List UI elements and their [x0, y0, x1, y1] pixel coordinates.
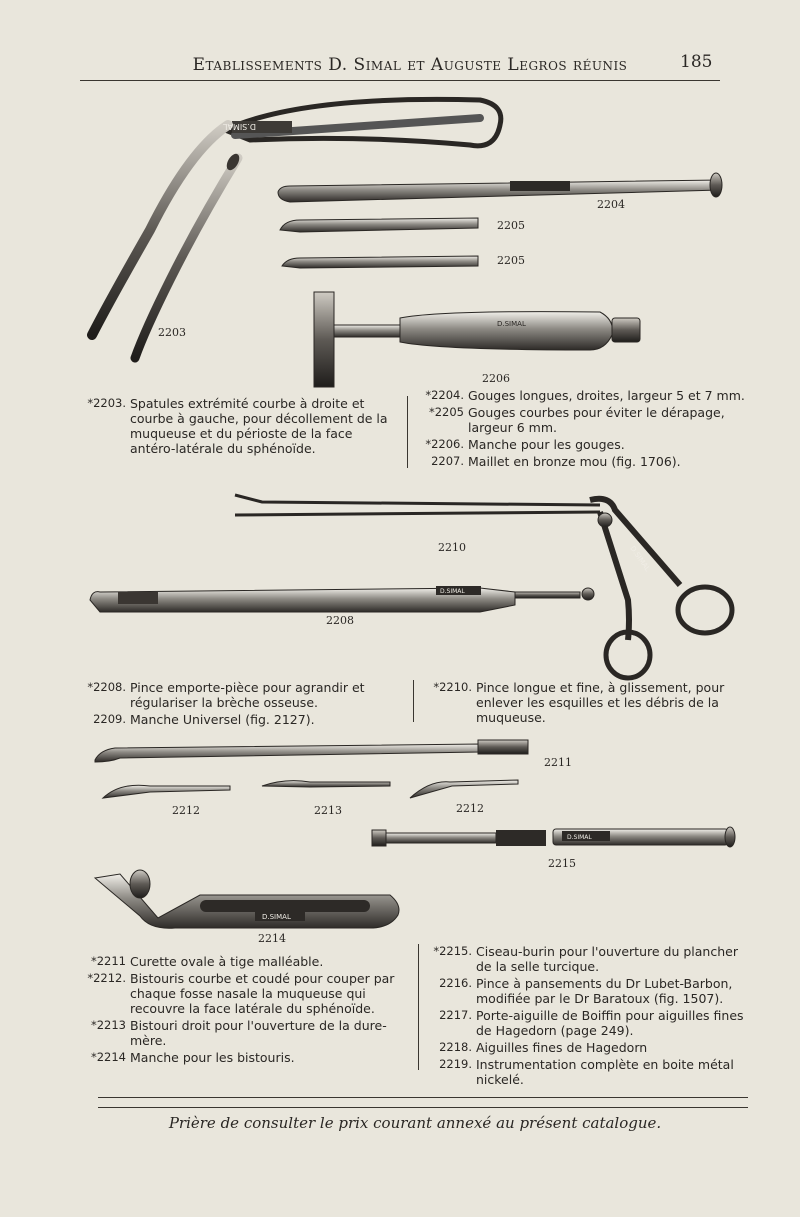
entry-text: Bistouri droit pour l'ouverture de la dure-mère.: [130, 1018, 387, 1048]
figure-label-2205b: 2205: [497, 254, 525, 267]
entry-text: Gouges longues, droites, largeur 5 et 7 mm.: [468, 388, 745, 403]
entry-text: Manche Universel (fig. 2127).: [130, 712, 315, 727]
entry-text: Pince à pansements du Dr Lubet-Barbon, modifiée par le Dr Baratoux (fig. 1507).: [476, 976, 733, 1006]
figure-2214-handle: [95, 870, 399, 928]
entry-text: Porte-aiguille de Boiffin pour aiguilles fines de Hagedorn (page 249).: [476, 1008, 744, 1038]
entry-text: Spatules extrémité courbe à droite et courbe à gauche, pour décollement de la muqueuse et du périoste de la face antéro-latérale du sphénoïde.: [130, 396, 388, 456]
entry-number: *2205: [428, 405, 464, 419]
figure-label-2215: 2215: [548, 857, 576, 870]
page-header-title: Etablissements D. Simal et Auguste Legros réunis: [192, 55, 628, 75]
engraving-simal-2214: D.SIMAL: [262, 913, 291, 921]
entry-text: Aiguilles fines de Hagedorn: [476, 1040, 648, 1055]
catalogue-entry: [80, 1050, 406, 1065]
entry-number: 2209.: [93, 712, 126, 726]
catalogue-entry: [418, 454, 748, 469]
entry-number: 2216.: [439, 976, 472, 990]
catalogue-entry: [426, 680, 748, 725]
figure-label-2206: 2206: [482, 372, 510, 385]
catalogue-entry: [80, 971, 406, 1016]
engraving-simal-2206: D.SIMAL: [497, 320, 526, 328]
figure-label-2203: 2203: [158, 326, 186, 339]
entry-number: *2210.: [433, 680, 472, 694]
section1-divider: [407, 396, 408, 468]
figure-label-2211: 2211: [544, 756, 572, 769]
figure-label-2205a: 2205: [497, 219, 525, 232]
footer-note: Prière de consulter le prix courant annexé au présent catalogue.: [168, 1114, 662, 1132]
entry-text: Maillet en bronze mou (fig. 1706).: [468, 454, 681, 469]
entry-number: *2208.: [87, 680, 126, 694]
entry-text: Instrumentation complète en boite métal nickelé.: [476, 1057, 734, 1087]
figure-2210-forceps: [235, 495, 732, 678]
entry-text: Manche pour les bistouris.: [130, 1050, 295, 1065]
section3-left-description: [80, 954, 406, 1067]
entry-number: 2219.: [439, 1057, 472, 1071]
entry-text: Pince emporte-pièce pour agrandir et régulariser la brèche osseuse.: [130, 680, 365, 710]
entry-number: *2211: [90, 954, 126, 968]
footer-rule-bottom: [98, 1107, 748, 1108]
section2-divider: [413, 680, 414, 722]
figure-2205-gouges: [280, 218, 478, 268]
catalogue-entry: [418, 405, 748, 435]
figure-2215-chisel: [372, 827, 735, 847]
catalogue-entry: [80, 712, 398, 727]
figure-2208-rongeur: [90, 586, 594, 612]
entry-number: 2218.: [439, 1040, 472, 1054]
catalogue-entry: [80, 954, 406, 969]
catalogue-entry: [426, 1040, 752, 1055]
figure-label-2208: 2208: [326, 614, 354, 627]
figure-label-2212a: 2212: [172, 804, 200, 817]
catalogue-entry: [80, 1018, 406, 1048]
figure-label-2213: 2213: [314, 804, 342, 817]
entry-number: *2212.: [87, 971, 126, 985]
catalogue-entry: [426, 1008, 752, 1038]
engraving-simal-2210: D.SIMAL: [628, 544, 652, 573]
section3-divider: [418, 944, 419, 1070]
entry-text: Curette ovale à tige malléable.: [130, 954, 324, 969]
entry-number: *2206.: [425, 437, 464, 451]
entry-text: Bistouris courbe et coudé pour couper par chaque fosse nasale la muqueuse qui recouvre la face latérale du sphénoïde.: [130, 971, 395, 1016]
entry-number: *2213: [90, 1018, 126, 1032]
entry-text: Gouges courbes pour éviter le dérapage, largeur 6 mm.: [468, 405, 725, 435]
entry-number: 2207.: [431, 454, 464, 468]
figure-2204-gouge: [278, 173, 722, 202]
section2-right-description: [426, 680, 748, 727]
catalogue-entry: [418, 437, 748, 452]
entry-number: 2217.: [439, 1008, 472, 1022]
entry-text: Ciseau-burin pour l'ouverture du plancher de la selle turcique.: [476, 944, 738, 974]
figure-label-2210: 2210: [438, 541, 466, 554]
entry-number: *2204.: [425, 388, 464, 402]
catalogue-entry: [426, 1057, 752, 1087]
section1-right-description: [418, 388, 748, 471]
figure-2212-2213-blades: [103, 780, 518, 798]
catalogue-entry: [426, 944, 752, 974]
figure-2211-curette: [95, 740, 528, 762]
footer-rule-top: [98, 1097, 748, 1098]
catalogue-entry: [418, 388, 748, 403]
figure-label-2214: 2214: [258, 932, 286, 945]
figure-2206-handle: [314, 292, 640, 387]
catalogue-entry: [80, 396, 398, 456]
entry-number: *2215.: [433, 944, 472, 958]
entry-text: Pince longue et fine, à glissement, pour enlever les esquilles et les débris de la muqueuse.: [476, 680, 725, 725]
section2-left-description: [80, 680, 398, 729]
catalogue-entry: [426, 976, 752, 1006]
engraving-simal-2203: D.SIMAL: [223, 122, 256, 131]
section1-left-description: [80, 396, 398, 458]
entry-number: *2214: [90, 1050, 126, 1064]
entry-text: Manche pour les gouges.: [468, 437, 625, 452]
catalogue-entry: [80, 680, 398, 710]
figure-label-2204: 2204: [597, 198, 625, 211]
engraving-simal-2215: D.SIMAL: [567, 834, 592, 841]
figure-label-2212b: 2212: [456, 802, 484, 815]
engraving-simal-2208: D.SIMAL: [440, 588, 465, 595]
page-number: 185: [680, 52, 713, 72]
section3-right-description: [426, 944, 752, 1089]
entry-number: *2203.: [87, 396, 126, 410]
